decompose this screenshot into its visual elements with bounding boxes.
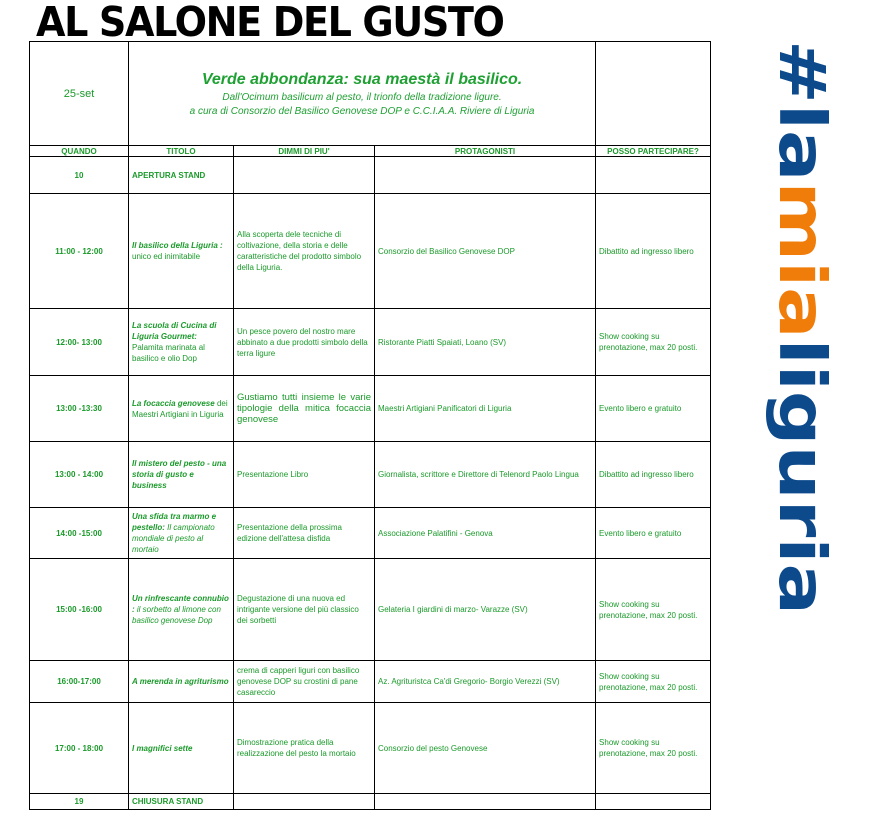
row-title — [129, 309, 234, 376]
table-row — [30, 661, 711, 703]
row-details: Presentazione della prossima edizione dell'attesa disfida — [234, 508, 375, 559]
row-title-rest: dei Maestri Artigiani in Liguria — [132, 398, 228, 419]
row-protagonists: Az. Agrituristca Ca'di Gregorio- Borgio Verezzi (SV) — [375, 661, 596, 703]
row-details: Gustiamo tutti insieme le varie tipologie della mitica focaccia genovese — [234, 376, 375, 442]
hashtag-lamialiguria — [732, 40, 838, 615]
hashtag-liguria: liguria — [764, 338, 838, 571]
row-participate: Show cooking su prenotazione, max 20 posti. — [596, 703, 711, 794]
row-time: 11:00 - 12:00 — [30, 194, 129, 309]
row-protagonists: Giornalista, scrittore e Direttore di Telenord Paolo Lingua — [375, 442, 596, 508]
row-participate — [596, 794, 711, 810]
row-details: Un pesce povero del nostro mare abbinato a due prodotti simbolo della terra ligure — [234, 309, 375, 376]
event-subtitle-1: Dall'Ocimum basilicum al pesto, il trionfo della tradizione ligure. — [222, 91, 502, 103]
row-participate: Show cooking su prenotazione, max 20 posti. — [596, 309, 711, 376]
row-protagonists: Consorzio del pesto Genovese — [375, 703, 596, 794]
row-time: 13:00 -13:30 — [30, 376, 129, 442]
row-title — [129, 508, 234, 559]
column-header-when: QUANDO — [30, 146, 129, 157]
hashtag-mia: mia — [764, 181, 838, 314]
table-row — [30, 376, 711, 442]
row-title — [129, 442, 234, 508]
row-title-rest: Palamita marinata al basilico e olio Dop — [132, 343, 205, 363]
row-time: 15:00 -16:00 — [30, 559, 129, 661]
row-protagonists: Gelateria I giardini di marzo- Varazze (SV) — [375, 559, 596, 661]
row-title: APERTURA STAND — [129, 157, 234, 194]
row-title-highlight: Il basilico della Liguria : — [132, 241, 223, 250]
page-title: AL SALONE DEL GUSTO — [36, 0, 504, 46]
row-protagonists: Ristorante Piatti Spaiati, Loano (SV) — [375, 309, 596, 376]
row-time: 17:00 - 18:00 — [30, 703, 129, 794]
event-title: Verde abbondanza: sua maestà il basilico. — [201, 70, 523, 88]
hashtag-hash: # — [764, 40, 838, 94]
hashtag-la: la — [764, 103, 838, 170]
row-title — [129, 661, 234, 703]
row-details: Alla scoperta dele tecniche di coltivazione, della storia e delle caratteristiche del prodotto simbolo della Liguria. — [234, 194, 375, 309]
program-table — [29, 41, 711, 810]
row-participate: Dibattito ad ingresso libero — [596, 194, 711, 309]
row-details — [234, 794, 375, 810]
row-title-italic: Il campionato mondiale di pesto al mortaio — [132, 523, 215, 554]
event-header — [129, 42, 596, 146]
table-row — [30, 442, 711, 508]
row-protagonists — [375, 794, 596, 810]
table-row — [30, 794, 711, 810]
row-title-highlight: Una sfida tra marmo e pestello: — [132, 512, 217, 532]
column-header-participate: POSSO PARTECIPARE? — [596, 146, 711, 157]
row-time: 13:00 - 14:00 — [30, 442, 129, 508]
event-header-row — [30, 42, 711, 146]
row-time: 10 — [30, 157, 129, 194]
table-row — [30, 703, 711, 794]
table-row — [30, 309, 711, 376]
table-row — [30, 508, 711, 559]
row-participate: Evento libero e gratuito — [596, 376, 711, 442]
row-time: 14:00 -15:00 — [30, 508, 129, 559]
row-protagonists — [375, 157, 596, 194]
row-title-highlight: La scuola di Cucina di Liguria Gourmet: — [132, 321, 217, 341]
row-protagonists: Maestri Artigiani Panificatori di Liguria — [375, 376, 596, 442]
table-row — [30, 559, 711, 661]
hashtag-text — [764, 40, 838, 615]
table-row — [30, 157, 711, 194]
row-title-highlight: A merenda in agriturismo — [132, 677, 229, 686]
row-title-rest: unico ed inimitabile — [132, 252, 201, 261]
row-title — [129, 703, 234, 794]
table-row — [30, 194, 711, 309]
row-title-highlight: Il mistero del pesto - una storia di gusto e business — [132, 459, 227, 490]
row-participate: Evento libero e gratuito — [596, 508, 711, 559]
row-title-italic: il sorbetto al limone con basilico genovese Dop — [132, 605, 221, 625]
row-title-highlight: Un rinfrescante connubio : — [132, 594, 229, 614]
row-title — [129, 194, 234, 309]
row-details: Dimostrazione pratica della realizzazione del pesto la mortaio — [234, 703, 375, 794]
row-participate: Show cooking su prenotazione, max 20 posti. — [596, 661, 711, 703]
row-title-highlight: La focaccia genovese — [132, 398, 215, 408]
row-time: 16:00-17:00 — [30, 661, 129, 703]
row-details — [234, 157, 375, 194]
column-header-title: TITOLO — [129, 146, 234, 157]
event-subtitle-2: a cura di Consorzio del Basilico Genovese DOP e C.C.I.A.A. Riviere di Liguria — [189, 105, 535, 117]
row-time: 12:00- 13:00 — [30, 309, 129, 376]
row-title — [129, 376, 234, 442]
column-header-protagonists: PROTAGONISTI — [375, 146, 596, 157]
row-title-highlight: I magnifici sette — [132, 743, 193, 753]
row-details: Presentazione Libro — [234, 442, 375, 508]
column-header-row — [30, 146, 711, 157]
event-header-empty-cell — [596, 42, 711, 146]
row-participate: Show cooking su prenotazione, max 20 posti. — [596, 559, 711, 661]
row-time: 19 — [30, 794, 129, 810]
row-details: crema di capperi liguri con basilico genovese DOP su crostini di pane casareccio — [234, 661, 375, 703]
event-date: 25-set — [30, 42, 129, 146]
row-details: Degustazione di una nuova ed intrigante versione del più classico dei sorbetti — [234, 559, 375, 661]
row-title: CHIUSURA STAND — [129, 794, 234, 810]
row-protagonists: Associazione Palatifini - Genova — [375, 508, 596, 559]
row-protagonists: Consorzio del Basilico Genovese DOP — [375, 194, 596, 309]
row-participate — [596, 157, 711, 194]
row-title — [129, 559, 234, 661]
column-header-details: DIMMI DI PIU' — [234, 146, 375, 157]
row-participate: Dibattito ad ingresso libero — [596, 442, 711, 508]
hashtag-graphic — [732, 40, 838, 615]
